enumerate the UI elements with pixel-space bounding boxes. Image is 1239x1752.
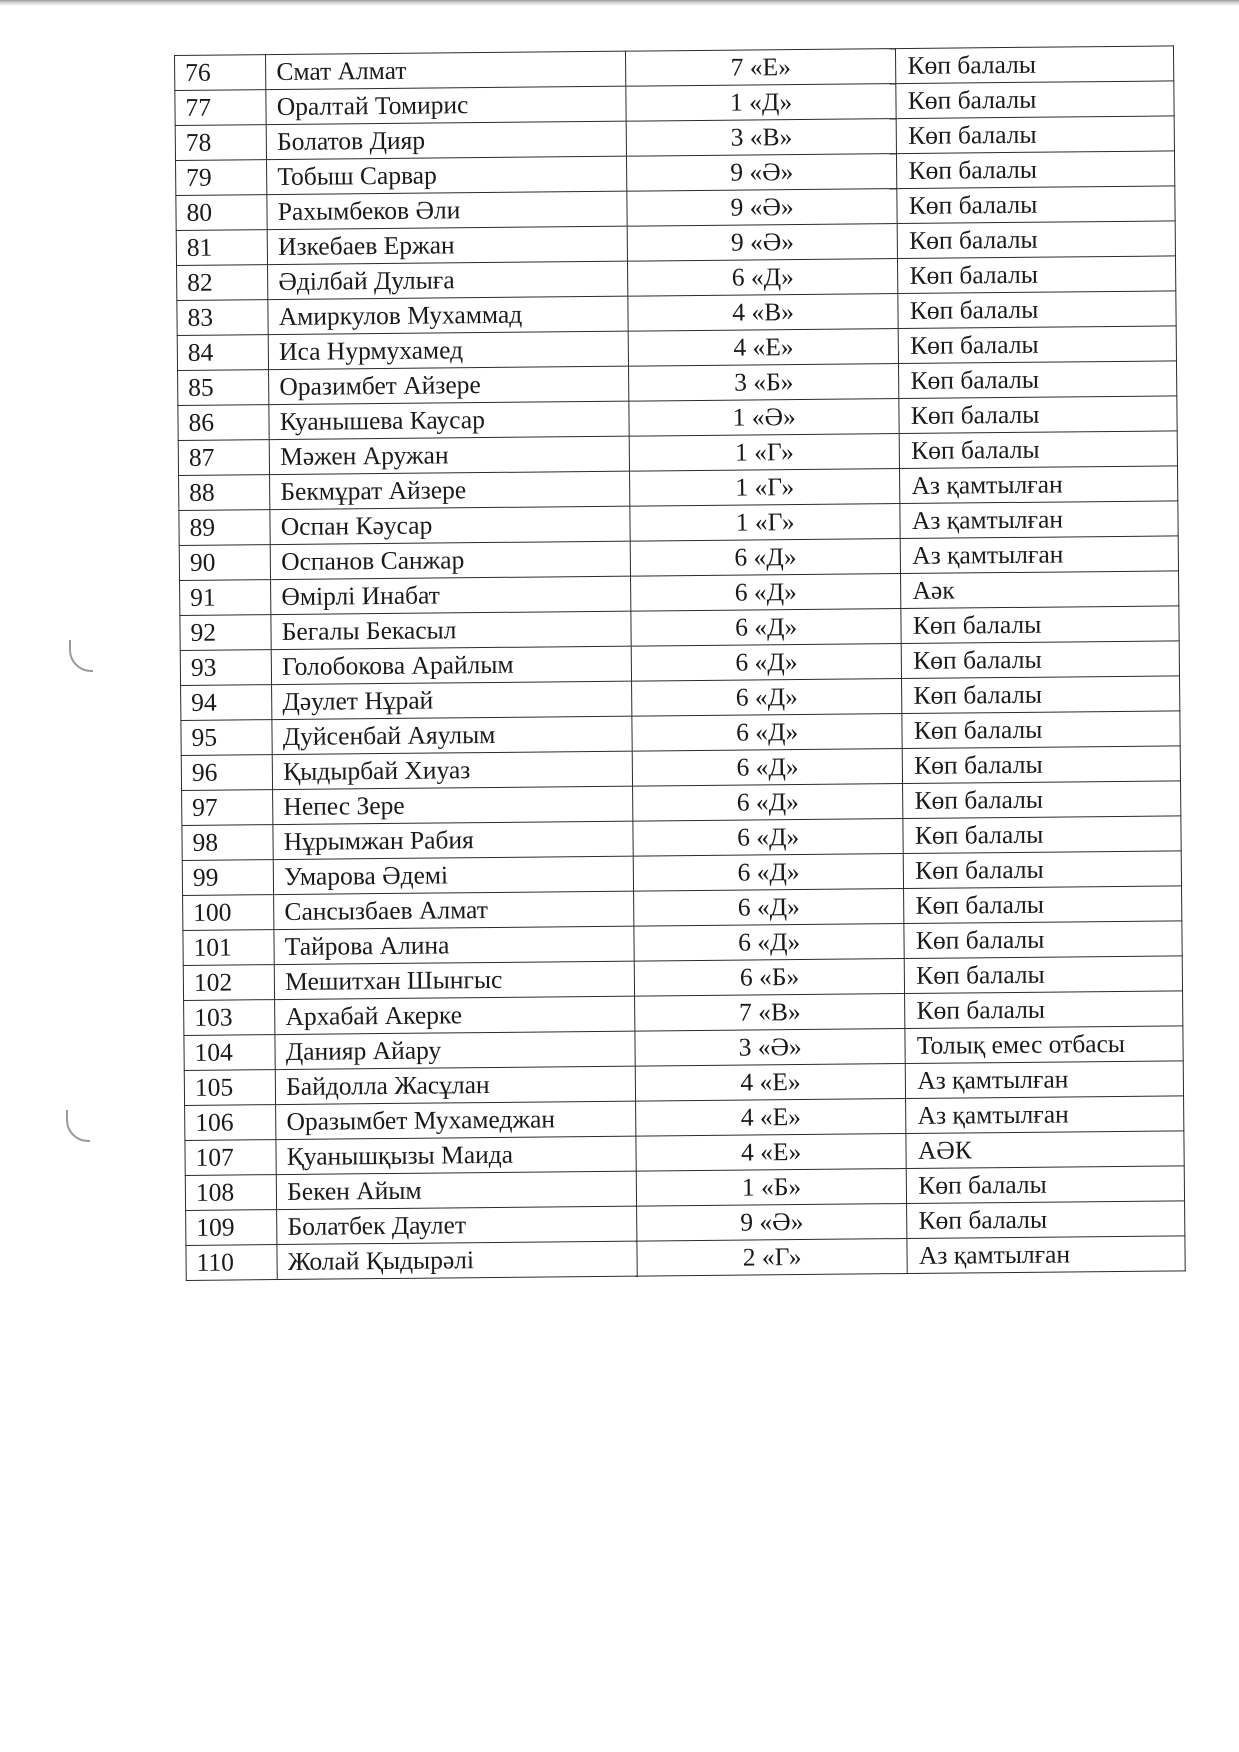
student-name-cell: Голобокова Арайлым bbox=[271, 646, 631, 684]
status-cell: Көп балалы bbox=[899, 326, 1177, 364]
row-number-cell: 88 bbox=[179, 475, 271, 511]
class-cell: 7 «Е» bbox=[625, 49, 896, 87]
student-name-cell: Смат Алмат bbox=[266, 51, 626, 89]
row-number-cell: 109 bbox=[186, 1210, 278, 1246]
student-list-table bbox=[174, 45, 1186, 1281]
row-number-cell: 108 bbox=[185, 1175, 277, 1211]
status-cell: Көп балалы bbox=[903, 781, 1181, 819]
student-name-cell: Изкебаев Ержан bbox=[267, 226, 627, 264]
student-name-cell: Оразимбет Айзере bbox=[269, 366, 629, 404]
student-name-cell: Жолай Қыдырәлі bbox=[277, 1241, 637, 1279]
class-cell: 6 «Д» bbox=[632, 714, 903, 752]
status-cell: АӘК bbox=[906, 1131, 1184, 1169]
student-name-cell: Дуйсенбай Аяулым bbox=[272, 716, 632, 754]
class-cell: 4 «Е» bbox=[628, 329, 899, 367]
status-cell: Көп балалы bbox=[899, 396, 1177, 434]
status-cell: Көп балалы bbox=[899, 361, 1177, 399]
class-cell: 9 «Ә» bbox=[636, 1204, 907, 1242]
class-cell: 1 «Ә» bbox=[629, 399, 900, 437]
student-name-cell: Қуанышқызы Маида bbox=[276, 1136, 636, 1174]
class-cell: 6 «Д» bbox=[630, 574, 901, 612]
student-name-cell: Байдолла Жасұлан bbox=[275, 1066, 635, 1104]
status-cell: Көп балалы bbox=[897, 151, 1175, 189]
status-cell: Көп балалы bbox=[901, 606, 1179, 644]
student-name-cell: Сансызбаев Алмат bbox=[274, 891, 634, 929]
status-cell: Толық емес отбасы bbox=[905, 1026, 1183, 1064]
class-cell: 6 «Д» bbox=[631, 644, 902, 682]
student-name-cell: Оспан Кәусар bbox=[270, 506, 630, 544]
status-cell: Көп балалы bbox=[898, 291, 1176, 329]
status-cell: Көп балалы bbox=[896, 81, 1174, 119]
row-number-cell: 76 bbox=[175, 55, 267, 91]
row-number-cell: 91 bbox=[180, 580, 272, 616]
student-name-cell: Оралтай Томирис bbox=[266, 86, 626, 124]
class-cell: 6 «Б» bbox=[634, 959, 905, 997]
status-cell: Көп балалы bbox=[907, 1166, 1185, 1204]
class-cell: 4 «Е» bbox=[635, 1099, 906, 1137]
row-number-cell: 82 bbox=[177, 265, 269, 301]
class-cell: 6 «Д» bbox=[630, 539, 901, 577]
row-number-cell: 106 bbox=[185, 1105, 277, 1141]
student-name-cell: Непес Зере bbox=[273, 786, 633, 824]
scan-top-edge bbox=[0, 0, 1239, 6]
class-cell: 1 «Д» bbox=[626, 84, 897, 122]
class-cell: 1 «Б» bbox=[636, 1169, 907, 1207]
class-cell: 2 «Г» bbox=[637, 1239, 908, 1277]
student-name-cell: Нұрымжан Рабия bbox=[273, 821, 633, 859]
student-name-cell: Мешитхан Шынгыс bbox=[274, 961, 634, 999]
status-cell: Аз қамтылған bbox=[901, 536, 1179, 574]
row-number-cell: 92 bbox=[180, 615, 272, 651]
student-name-cell: Бекен Айым bbox=[277, 1171, 637, 1209]
student-name-cell: Оспанов Санжар bbox=[270, 541, 630, 579]
student-name-cell: Данияр Айару bbox=[275, 1031, 635, 1069]
row-number-cell: 110 bbox=[186, 1245, 278, 1281]
student-name-cell: Оразымбет Мухамеджан bbox=[276, 1101, 636, 1139]
class-cell: 9 «Ә» bbox=[627, 224, 898, 262]
class-cell: 6 «Д» bbox=[634, 924, 905, 962]
status-cell: Көп балалы bbox=[904, 851, 1182, 889]
student-name-cell: Болатбек Даулет bbox=[277, 1206, 637, 1244]
row-number-cell: 77 bbox=[175, 90, 267, 126]
row-number-cell: 98 bbox=[182, 825, 274, 861]
student-name-cell: Қыдырбай Хиуаз bbox=[272, 751, 632, 789]
class-cell: 6 «Д» bbox=[631, 609, 902, 647]
row-number-cell: 80 bbox=[176, 195, 268, 231]
status-cell: Көп балалы bbox=[898, 221, 1176, 259]
status-cell: Көп балалы bbox=[902, 711, 1180, 749]
status-cell: Көп балалы bbox=[907, 1201, 1185, 1239]
status-cell: Аз қамтылған bbox=[906, 1061, 1184, 1099]
row-number-cell: 84 bbox=[177, 335, 269, 371]
class-cell: 7 «В» bbox=[634, 994, 905, 1032]
student-name-cell: Болатов Дияр bbox=[266, 121, 626, 159]
row-number-cell: 99 bbox=[182, 860, 274, 896]
row-number-cell: 95 bbox=[181, 720, 273, 756]
student-name-cell: Умарова Әдемі bbox=[273, 856, 633, 894]
row-number-cell: 93 bbox=[180, 650, 272, 686]
row-number-cell: 83 bbox=[177, 300, 269, 336]
row-number-cell: 107 bbox=[185, 1140, 277, 1176]
class-cell: 6 «Д» bbox=[631, 679, 902, 717]
status-cell: Аз қамтылған bbox=[907, 1236, 1185, 1274]
row-number-cell: 81 bbox=[176, 230, 268, 266]
class-cell: 6 «Д» bbox=[627, 259, 898, 297]
row-number-cell: 86 bbox=[178, 405, 270, 441]
row-number-cell: 94 bbox=[181, 685, 273, 721]
student-name-cell: Иса Нурмухамед bbox=[268, 331, 628, 369]
row-number-cell: 96 bbox=[181, 755, 273, 791]
status-cell: Көп балалы bbox=[904, 921, 1182, 959]
status-cell: Аәк bbox=[901, 571, 1179, 609]
row-number-cell: 89 bbox=[179, 510, 271, 546]
status-cell: Аз қамтылған bbox=[906, 1096, 1184, 1134]
class-cell: 6 «Д» bbox=[633, 889, 904, 927]
student-name-cell: Әділбай Дулыға bbox=[268, 261, 628, 299]
row-number-cell: 101 bbox=[183, 930, 275, 966]
class-cell: 3 «Б» bbox=[628, 364, 899, 402]
class-cell: 3 «Ә» bbox=[635, 1029, 906, 1067]
student-name-cell: Куанышева Каусар bbox=[269, 401, 629, 439]
class-cell: 6 «Д» bbox=[632, 784, 903, 822]
class-cell: 4 «В» bbox=[628, 294, 899, 332]
class-cell: 1 «Г» bbox=[630, 504, 901, 542]
class-cell: 4 «Е» bbox=[636, 1134, 907, 1172]
status-cell: Көп балалы bbox=[902, 641, 1180, 679]
row-number-cell: 100 bbox=[183, 895, 275, 931]
student-name-cell: Рахымбеков Әли bbox=[267, 191, 627, 229]
student-name-cell: Бегалы Бекасыл bbox=[271, 611, 631, 649]
row-number-cell: 85 bbox=[178, 370, 270, 406]
student-name-cell: Тобыш Сарвар bbox=[267, 156, 627, 194]
student-name-cell: Өмірлі Инабат bbox=[271, 576, 631, 614]
row-number-cell: 97 bbox=[182, 790, 274, 826]
student-name-cell: Архабай Акерке bbox=[275, 996, 635, 1034]
student-list-body bbox=[175, 46, 1186, 1281]
student-name-cell: Тайрова Алина bbox=[274, 926, 634, 964]
row-number-cell: 78 bbox=[175, 125, 267, 161]
status-cell: Көп балалы bbox=[897, 116, 1175, 154]
class-cell: 4 «Е» bbox=[635, 1064, 906, 1102]
class-cell: 6 «Д» bbox=[632, 749, 903, 787]
class-cell: 3 «В» bbox=[626, 119, 897, 157]
status-cell: Көп балалы bbox=[905, 956, 1183, 994]
row-number-cell: 103 bbox=[184, 1000, 276, 1036]
status-cell: Көп балалы bbox=[903, 816, 1181, 854]
punch-hole-mark bbox=[69, 640, 93, 672]
row-number-cell: 104 bbox=[184, 1035, 276, 1071]
status-cell: Көп балалы bbox=[905, 991, 1183, 1029]
class-cell: 6 «Д» bbox=[633, 819, 904, 857]
row-number-cell: 79 bbox=[176, 160, 268, 196]
student-name-cell: Мәжен Аружан bbox=[269, 436, 629, 474]
class-cell: 1 «Г» bbox=[629, 434, 900, 472]
student-name-cell: Бекмұрат Айзере bbox=[270, 471, 630, 509]
row-number-cell: 90 bbox=[179, 545, 271, 581]
status-cell: Аз қамтылған bbox=[900, 501, 1178, 539]
status-cell: Көп балалы bbox=[904, 886, 1182, 924]
status-cell: Көп балалы bbox=[897, 186, 1175, 224]
status-cell: Аз қамтылған bbox=[900, 466, 1178, 504]
status-cell: Көп балалы bbox=[903, 746, 1181, 784]
class-cell: 9 «Ә» bbox=[627, 189, 898, 227]
status-cell: Көп балалы bbox=[900, 431, 1178, 469]
row-number-cell: 87 bbox=[178, 440, 270, 476]
student-name-cell: Амиркулов Мухаммад bbox=[268, 296, 628, 334]
punch-hole-mark bbox=[66, 1110, 90, 1142]
class-cell: 6 «Д» bbox=[633, 854, 904, 892]
status-cell: Көп балалы bbox=[902, 676, 1180, 714]
class-cell: 1 «Г» bbox=[629, 469, 900, 507]
student-name-cell: Дәулет Нұрай bbox=[272, 681, 632, 719]
status-cell: Көп балалы bbox=[896, 46, 1174, 84]
status-cell: Көп балалы bbox=[898, 256, 1176, 294]
row-number-cell: 105 bbox=[184, 1070, 276, 1106]
row-number-cell: 102 bbox=[183, 965, 275, 1001]
class-cell: 9 «Ә» bbox=[626, 154, 897, 192]
